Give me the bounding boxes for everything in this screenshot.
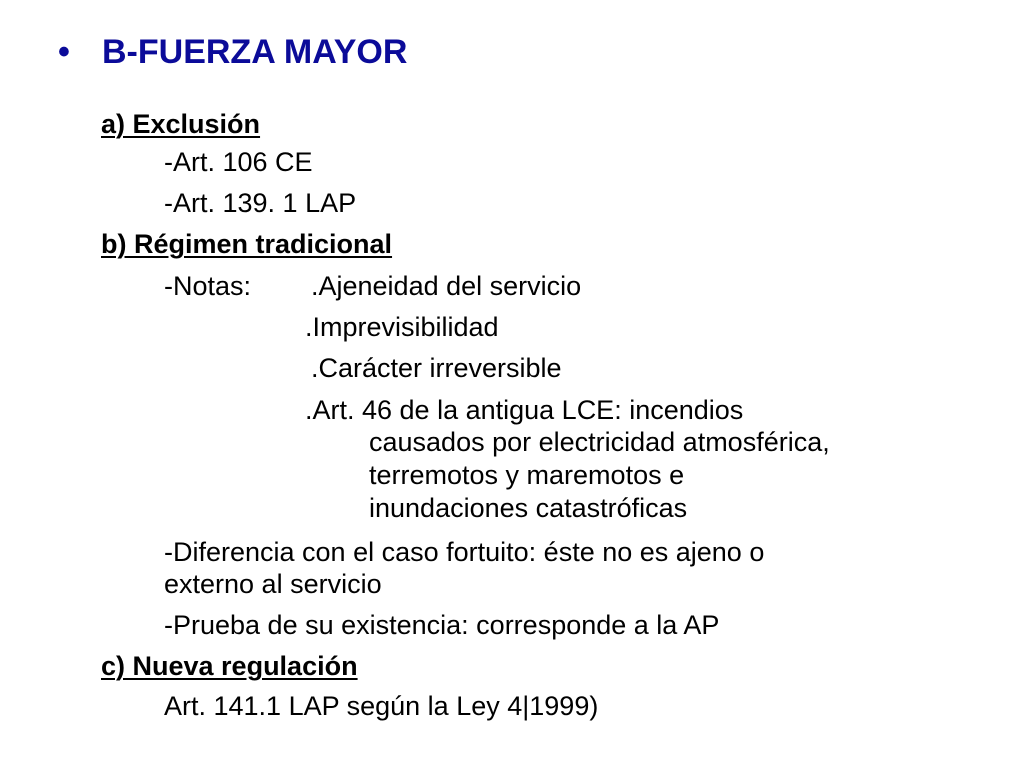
section-a-item-1: -Art. 106 CE [164,147,313,177]
nota-item-4-cont-2: terremotos y maremotos e [369,460,685,490]
title-bullet: • [58,33,70,71]
slide-title: B-FUERZA MAYOR [102,33,408,71]
notas-label: -Notas: [164,271,252,301]
nota-item-4-cont-1: causados por electricidad atmosférica, [369,427,830,457]
nota-item-1: .Ajeneidad del servicio [311,271,582,301]
diferencia-line-1: -Diferencia con el caso fortuito: éste no es ajeno o [164,537,765,567]
nota-item-3: .Carácter irreversible [311,353,562,383]
diferencia-line-2: externo al servicio [164,569,382,599]
prueba-line: -Prueba de su existencia: corresponde a la AP [164,610,720,640]
section-a-item-2: -Art. 139. 1 LAP [164,188,357,218]
nota-item-4-cont-3: inundaciones catastróficas [369,493,688,523]
section-b-heading: b) Régimen tradicional [101,229,393,259]
section-c-heading: c) Nueva regulación [101,651,358,681]
section-a-heading: a) Exclusión [101,109,261,139]
nota-item-4: .Art. 46 de la antigua LCE: incendios [305,395,744,425]
section-c-item: Art. 141.1 LAP según la Ley 4|1999) [164,691,599,721]
nota-item-2: .Imprevisibilidad [305,312,499,342]
